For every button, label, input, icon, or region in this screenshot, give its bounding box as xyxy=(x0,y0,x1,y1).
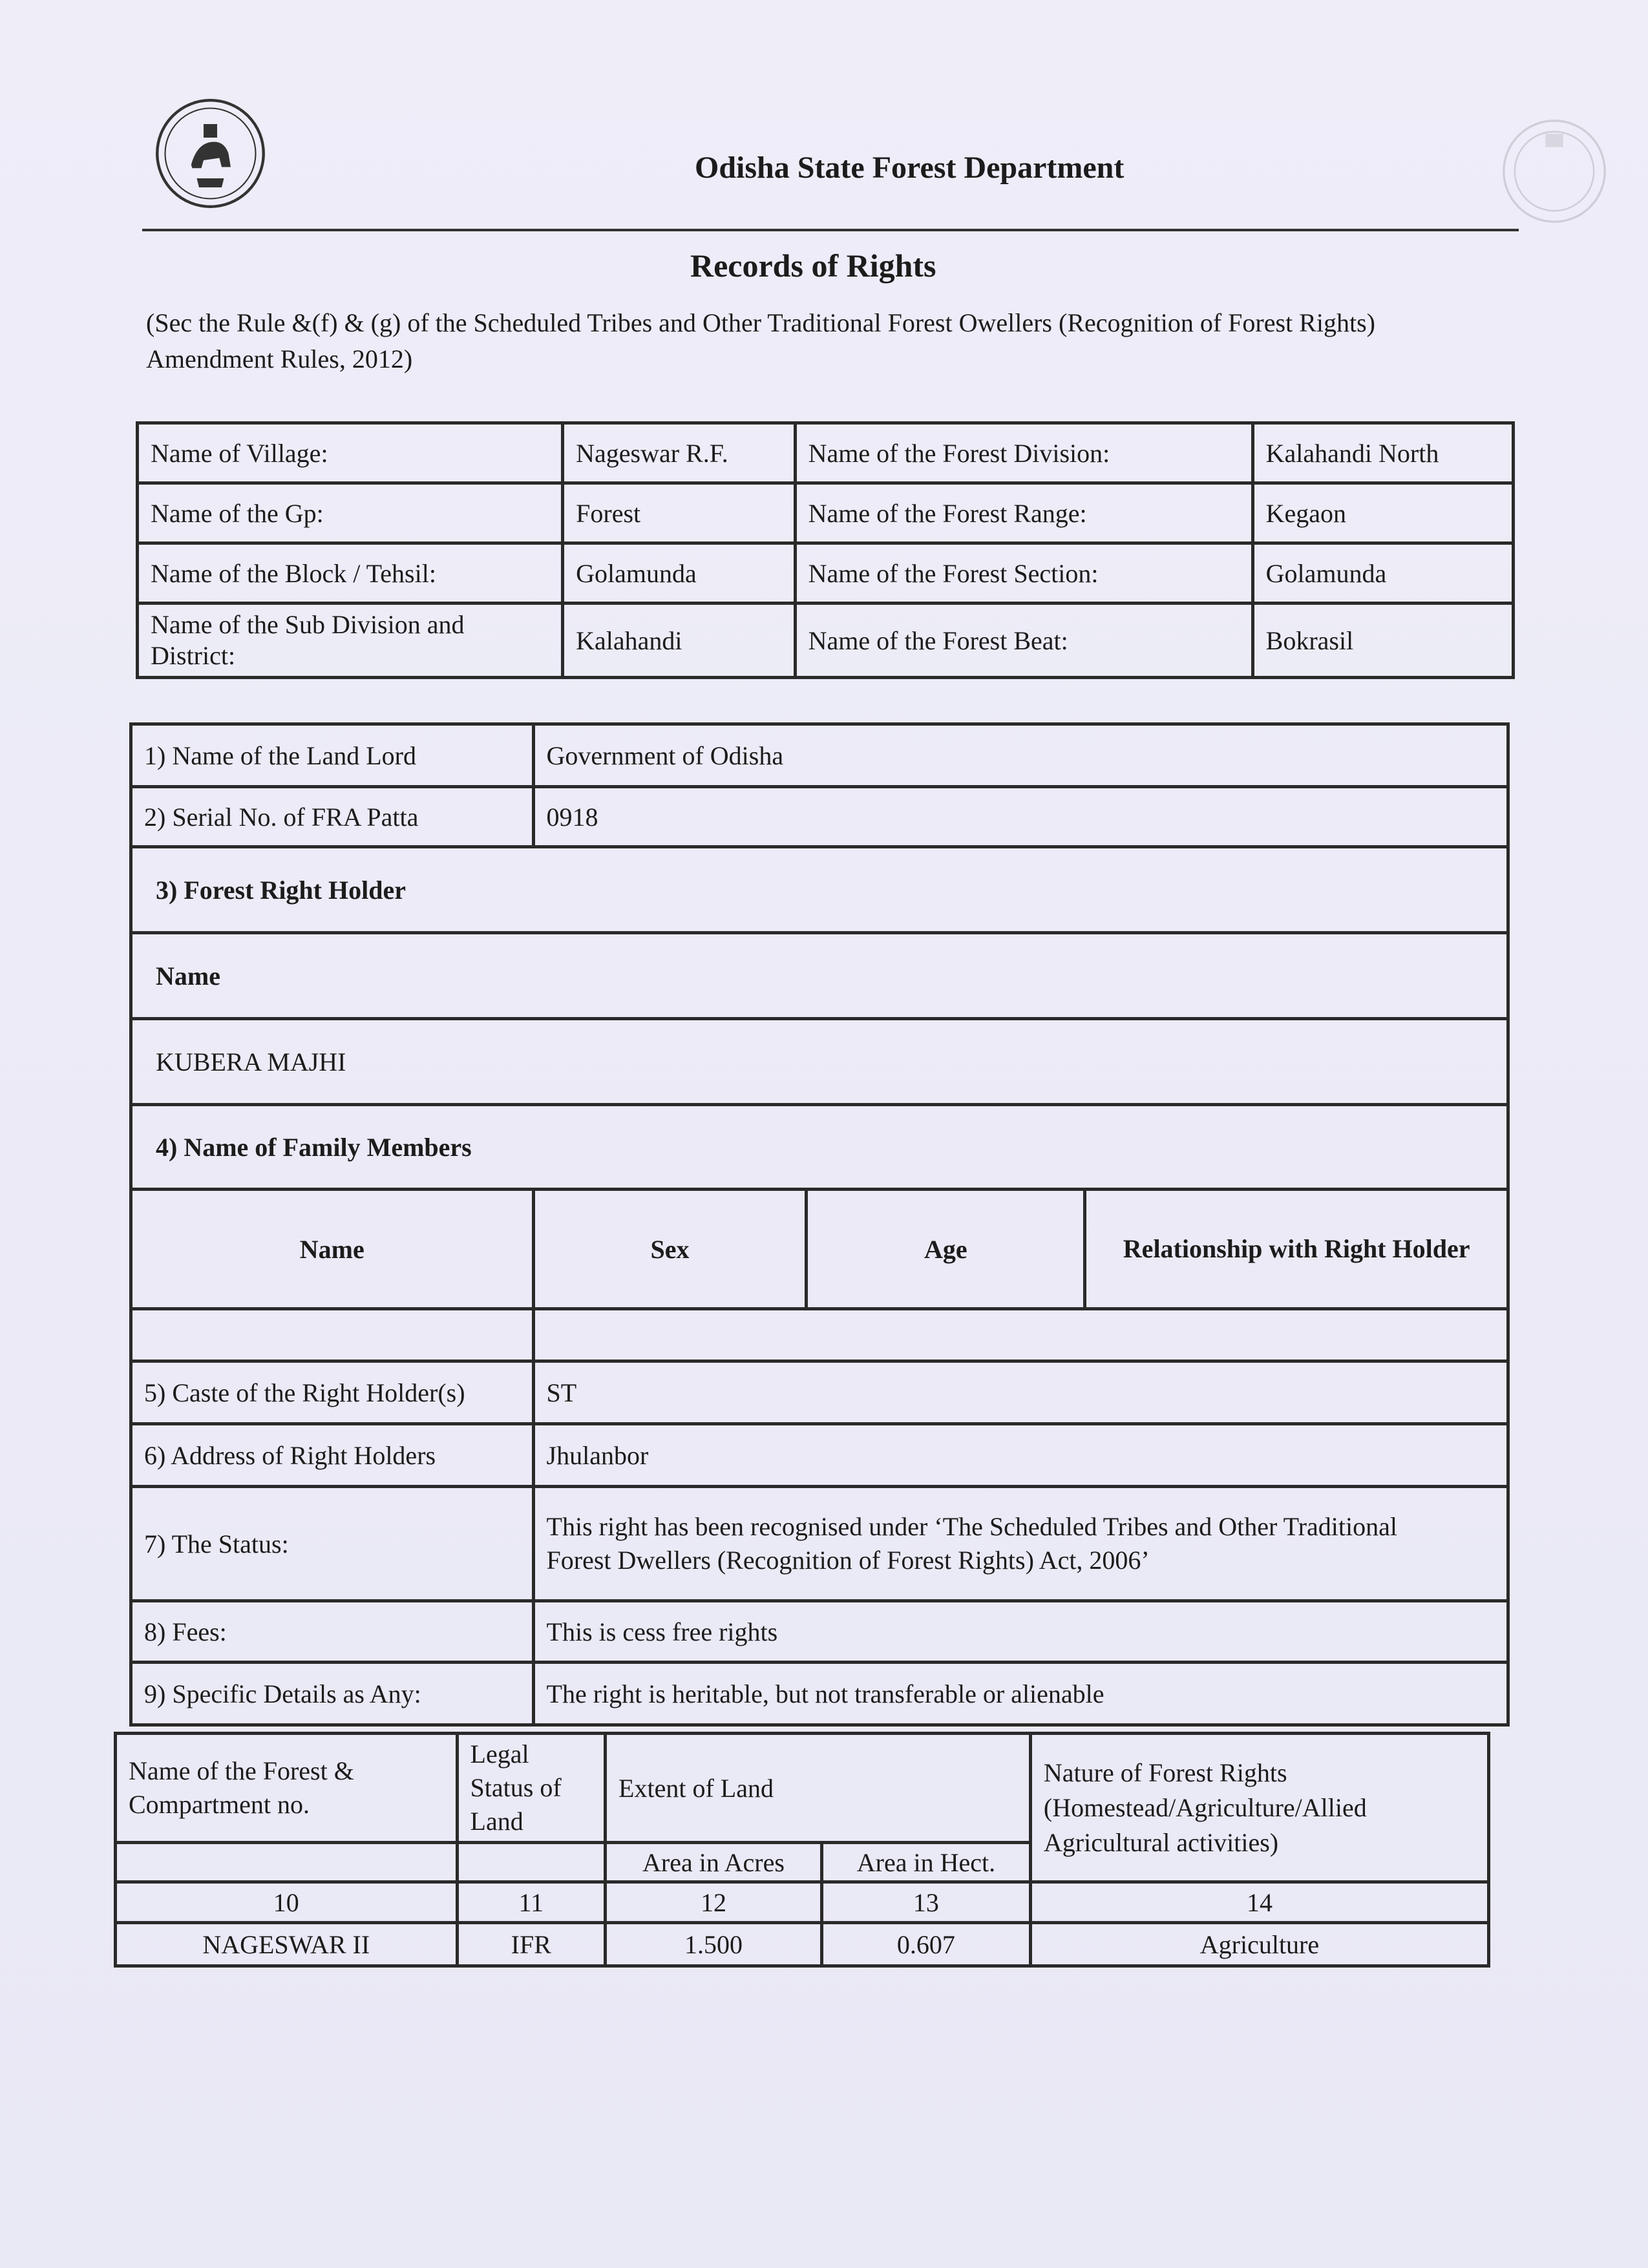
table-row xyxy=(131,1361,1508,1424)
faint-stamp-seal xyxy=(1499,116,1609,226)
table-row xyxy=(138,604,1514,678)
gp-value: Forest xyxy=(563,483,795,543)
landlord-label: 1) Name of the Land Lord xyxy=(131,724,534,787)
holder-heading: 3) Forest Right Holder xyxy=(131,847,1508,933)
col-forest-sub xyxy=(116,1843,458,1882)
col-nature-header: Nature of Forest Rights (Homestead/Agriculture/Allied Agricultural activities) xyxy=(1030,1734,1488,1882)
specific-label: 9) Specific Details as Any: xyxy=(131,1663,534,1725)
location-table xyxy=(136,421,1515,679)
row-nature: Agriculture xyxy=(1030,1923,1488,1966)
family-heading: 4) Name of Family Members xyxy=(131,1105,1508,1190)
table-row xyxy=(131,1601,1508,1663)
row-acres: 1.500 xyxy=(606,1923,822,1966)
table-row xyxy=(131,1309,1508,1361)
table-row xyxy=(131,1487,1508,1601)
col-legal-sub xyxy=(457,1843,606,1882)
table-row xyxy=(131,787,1508,847)
subdivision-value: Kalahandi xyxy=(563,604,795,678)
family-col-relationship: Relationship with Right Holder xyxy=(1085,1190,1508,1309)
table-row xyxy=(131,1105,1508,1190)
range-label: Name of the Forest Range: xyxy=(795,483,1252,543)
col-forest-header: Name of the Forest & Compartment no. xyxy=(116,1734,458,1843)
table-row xyxy=(131,1424,1508,1487)
num-hect: 13 xyxy=(821,1882,1030,1923)
name-heading: Name xyxy=(131,933,1508,1019)
department-title: Odisha State Forest Department xyxy=(695,151,1125,185)
table-row xyxy=(131,1190,1508,1309)
address-label: 6) Address of Right Holders xyxy=(131,1424,534,1487)
num-legal: 11 xyxy=(457,1882,606,1923)
table-row xyxy=(138,483,1514,543)
odisha-emblem-seal xyxy=(154,97,267,210)
document-subtitle: (Sec the Rule &(f) & (g) of the Scheduled Tribes and Other Traditional Forest Owellers (Recognition of Forest Rights) Amendment Rules, 2012) xyxy=(146,308,1375,373)
section-value: Golamunda xyxy=(1252,543,1513,604)
row-forest: NAGESWAR II xyxy=(116,1923,458,1966)
fees-label: 8) Fees: xyxy=(131,1601,534,1663)
status-value-line-1: This right has been recognised under ‘The Scheduled Tribes and Other Traditional xyxy=(546,1512,1397,1541)
table-row xyxy=(131,847,1508,933)
family-col-age: Age xyxy=(807,1190,1085,1309)
gp-label: Name of the Gp: xyxy=(138,483,563,543)
table-row xyxy=(131,1019,1508,1105)
fees-value: This is cess free rights xyxy=(533,1601,1508,1663)
serial-label: 2) Serial No. of FRA Patta xyxy=(131,787,534,847)
block-label: Name of the Block / Tehsil: xyxy=(138,543,563,604)
status-label: 7) The Status: xyxy=(131,1487,534,1601)
division-value: Kalahandi North xyxy=(1252,423,1513,483)
table-row xyxy=(131,1663,1508,1725)
range-value: Kegaon xyxy=(1252,483,1513,543)
status-value-line-2: Forest Dwellers (Recognition of Forest Rights) Act, 2006’ xyxy=(546,1546,1150,1575)
family-empty-name xyxy=(131,1309,534,1361)
beat-value: Bokrasil xyxy=(1252,604,1513,678)
status-value xyxy=(533,1487,1508,1601)
subdivision-label: Name of the Sub Division and District: xyxy=(138,604,563,678)
col-legal-header: Legal Status of Land xyxy=(457,1734,606,1843)
table-row xyxy=(116,1734,1489,1843)
table-row xyxy=(138,543,1514,604)
family-col-sex: Sex xyxy=(533,1190,807,1309)
family-col-name: Name xyxy=(131,1190,534,1309)
col-hect-header: Area in Hect. xyxy=(821,1843,1030,1882)
division-label: Name of the Forest Division: xyxy=(795,423,1252,483)
document-title: Records of Rights xyxy=(690,247,936,284)
section-label: Name of the Forest Section: xyxy=(795,543,1252,604)
landlord-value: Government of Odisha xyxy=(533,724,1508,787)
block-value: Golamunda xyxy=(563,543,795,604)
village-label: Name of Village: xyxy=(138,423,563,483)
village-value: Nageswar R.F. xyxy=(563,423,795,483)
col-extent-header: Extent of Land xyxy=(606,1734,1031,1843)
col-acres-header: Area in Acres xyxy=(606,1843,822,1882)
holder-name: KUBERA MAJHI xyxy=(131,1019,1508,1105)
num-nature: 14 xyxy=(1030,1882,1488,1923)
details-table xyxy=(129,722,1510,1727)
header-divider xyxy=(142,229,1519,231)
family-empty-details xyxy=(533,1309,1508,1361)
address-value: Jhulanbor xyxy=(533,1424,1508,1487)
num-forest: 10 xyxy=(116,1882,458,1923)
table-row xyxy=(116,1882,1489,1923)
num-acres: 12 xyxy=(606,1882,822,1923)
table-row xyxy=(116,1923,1489,1966)
beat-label: Name of the Forest Beat: xyxy=(795,604,1252,678)
table-row xyxy=(131,724,1508,787)
row-hect: 0.607 xyxy=(821,1923,1030,1966)
row-legal: IFR xyxy=(457,1923,606,1966)
specific-value: The right is heritable, but not transferable or alienable xyxy=(533,1663,1508,1725)
serial-value: 0918 xyxy=(533,787,1508,847)
caste-label: 5) Caste of the Right Holder(s) xyxy=(131,1361,534,1424)
land-table xyxy=(114,1732,1490,1968)
table-row xyxy=(138,423,1514,483)
caste-value: ST xyxy=(533,1361,1508,1424)
table-row xyxy=(131,933,1508,1019)
